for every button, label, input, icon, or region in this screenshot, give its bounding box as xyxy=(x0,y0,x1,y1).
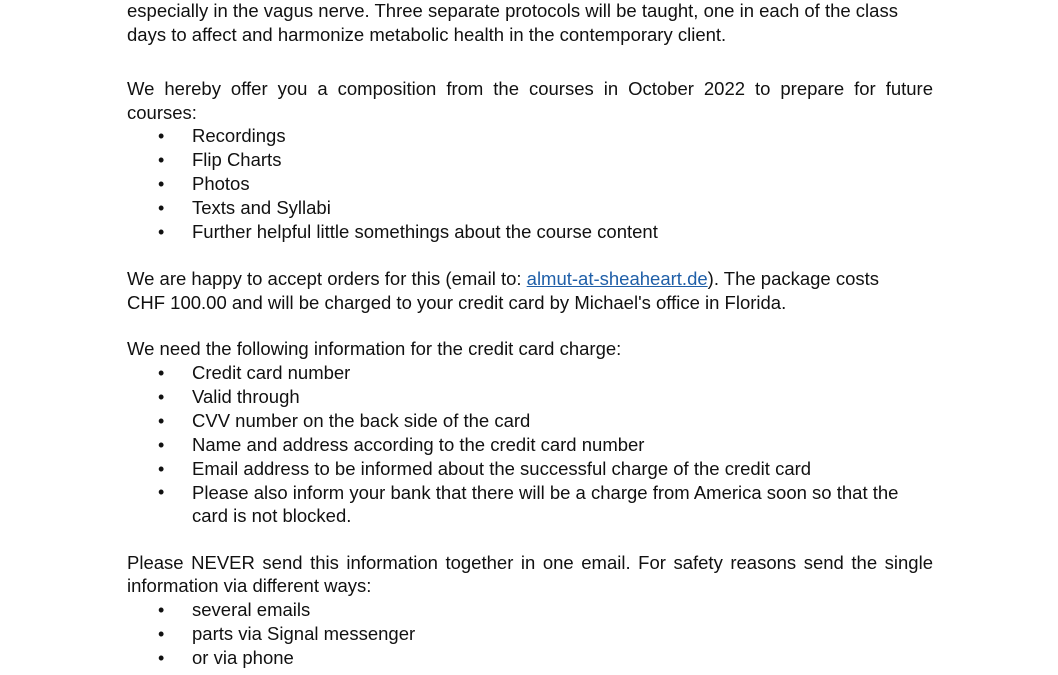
paragraph-gap xyxy=(127,528,933,551)
list-item: • Recordings xyxy=(127,124,933,148)
list-item: • Valid through xyxy=(127,385,933,409)
paragraph-gap xyxy=(127,314,933,337)
email-link[interactable]: almut-at-sheaheart.de xyxy=(526,268,708,289)
intro-line-1: especially in the vagus nerve. Three separate protocols will be taught, one in each of the class xyxy=(127,0,898,21)
document-page xyxy=(127,0,933,670)
list-item: • Please also inform your bank that there will be a charge from America soon so that the card is not blocked. xyxy=(127,481,933,528)
paragraph-gap xyxy=(127,46,933,69)
list-item: • Flip Charts xyxy=(127,148,933,172)
list-item: • Further helpful little somethings about the course content xyxy=(127,220,933,244)
safety-list xyxy=(127,598,933,670)
intro-line-2: days to affect and harmonize metabolic health in the contemporary client. xyxy=(127,23,727,45)
paragraph-gap xyxy=(127,244,933,267)
offer-paragraph: We hereby offer you a composition from the courses in October 2022 to prepare for future courses: xyxy=(127,78,933,123)
list-item: • Texts and Syllabi xyxy=(127,196,933,220)
list-item: • Photos xyxy=(127,172,933,196)
order-line-2: CHF 100.00 and will be charged to your credit card by Michael's office in Florida. xyxy=(127,291,787,313)
list-item: • or via phone xyxy=(127,646,933,670)
list-item: • Email address to be informed about the successful charge of the credit card xyxy=(127,457,933,481)
safety-paragraph: Please NEVER send this information together in one email. For safety reasons send the single information via different ways: xyxy=(127,551,933,596)
list-item: • several emails xyxy=(127,598,933,622)
credit-card-list xyxy=(127,361,933,528)
order-text-end: ). The package costs xyxy=(707,268,880,289)
list-item: • Name and address according to the credit card number xyxy=(127,433,933,457)
list-item: • Credit card number xyxy=(127,361,933,385)
order-paragraph xyxy=(127,267,933,314)
order-text-start: We are happy to accept orders for this (email to: xyxy=(127,268,527,289)
intro-paragraph xyxy=(127,0,933,46)
offer-list xyxy=(127,124,933,244)
credit-card-paragraph: We need the following information for the credit card charge: xyxy=(127,338,622,359)
list-item: • CVV number on the back side of the card xyxy=(127,409,933,433)
list-item: • parts via Signal messenger xyxy=(127,622,933,646)
